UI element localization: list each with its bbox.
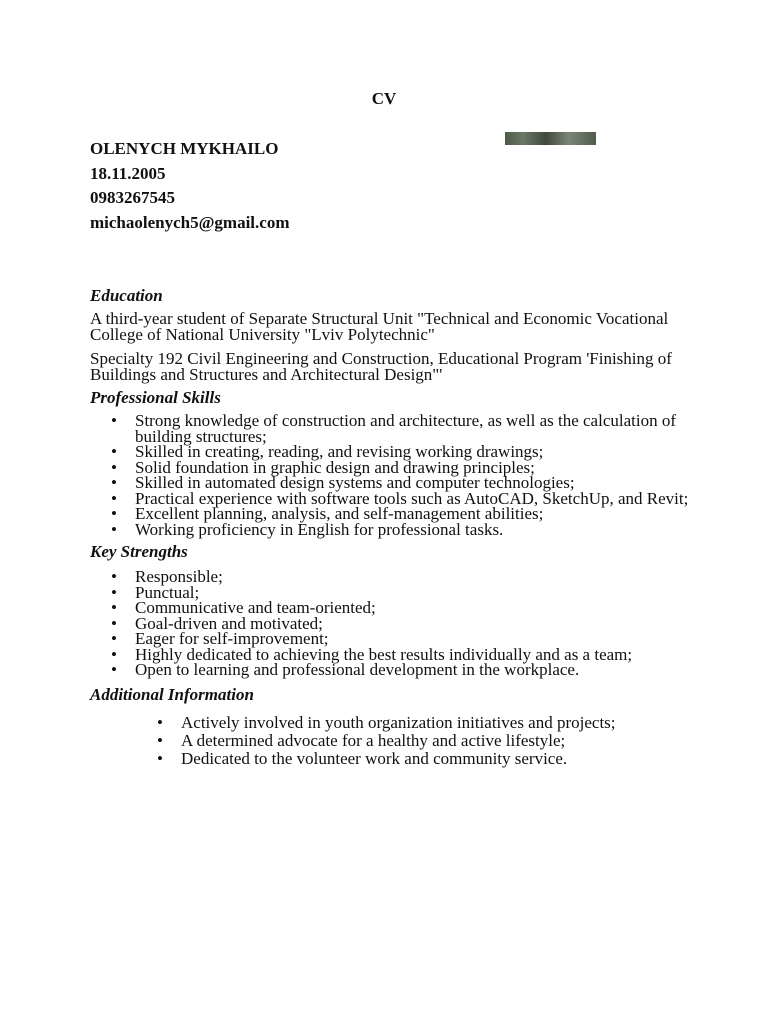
bullet-icon: • xyxy=(111,504,117,523)
email-address: michaolenych5@gmail.com xyxy=(90,213,290,233)
list-item: • Punctual; xyxy=(111,582,200,602)
profile-photo xyxy=(505,132,596,145)
bullet-icon: • xyxy=(157,712,163,732)
list-item: • Skilled in automated design systems and computer technologies; xyxy=(111,473,575,492)
skills-heading: Professional Skills xyxy=(90,388,221,407)
phone-number: 0983267545 xyxy=(90,188,175,208)
list-item: • Strong knowledge of construction and architecture, as well as the calculation of building structures; xyxy=(111,411,676,446)
education-heading: Education xyxy=(90,286,163,305)
list-item: • Working proficiency in English for professional tasks. xyxy=(111,519,504,539)
bullet-icon: • xyxy=(111,644,117,664)
bullet-icon: • xyxy=(111,457,117,477)
list-item: • Dedicated to the volunteer work and community service. xyxy=(157,748,568,768)
bullet-icon: • xyxy=(111,519,117,539)
list-item: • A determined advocate for a healthy and active lifestyle; xyxy=(157,730,566,750)
list-item: • Practical experience with software tools such as AutoCAD, SketchUp, and Revit; xyxy=(111,488,689,508)
birthdate: 18.11.2005 xyxy=(90,163,166,183)
bullet-icon: • xyxy=(111,488,117,508)
list-item: • Highly dedicated to achieving the best results individually and as a team; xyxy=(111,644,633,664)
bullet-icon: • xyxy=(111,567,117,586)
list-item: • Goal-driven and motivated; xyxy=(111,613,323,633)
bullet-icon: • xyxy=(111,613,117,633)
additional-list xyxy=(90,714,690,768)
list-item: • Communicative and team-oriented; xyxy=(111,598,376,617)
education-paragraph: A third-year student of Separate Structural Unit "Technical and Economic Vocational College of National University "Lviv Polytechnic" xyxy=(90,309,669,344)
bullet-icon: • xyxy=(111,582,117,602)
strengths-list xyxy=(90,569,690,678)
bullet-icon: • xyxy=(111,629,117,648)
bullet-icon: • xyxy=(157,748,163,768)
full-name: OLENYCH MYKHAILO xyxy=(90,139,279,158)
list-item: • Solid foundation in graphic design and drawing principles; xyxy=(111,457,535,477)
list-item: • Skilled in creating, reading, and revising working drawings; xyxy=(111,442,544,461)
document-title: CV xyxy=(371,89,397,108)
bullet-icon: • xyxy=(111,473,117,492)
list-item: • Responsible; xyxy=(111,567,223,586)
additional-heading: Additional Information xyxy=(90,684,254,704)
bullet-icon: • xyxy=(111,598,117,617)
skills-list xyxy=(90,413,690,537)
bullet-icon: • xyxy=(111,660,117,679)
cv-content xyxy=(90,285,690,768)
education-paragraph: Specialty 192 Civil Engineering and Construction, Educational Program 'Finishing of Buildings and Structures and Architectural Design"' xyxy=(90,349,672,384)
list-item: • Open to learning and professional development in the workplace. xyxy=(111,660,580,679)
list-item: • Eager for self-improvement; xyxy=(111,629,329,648)
strengths-heading: Key Strengths xyxy=(90,542,188,561)
bullet-icon: • xyxy=(111,411,117,430)
bullet-icon: • xyxy=(111,442,117,461)
list-item: • Excellent planning, analysis, and self-management abilities; xyxy=(111,504,544,523)
bullet-icon: • xyxy=(157,730,163,750)
list-item: • Actively involved in youth organization initiatives and projects; xyxy=(157,712,616,732)
contact-block xyxy=(90,137,289,236)
